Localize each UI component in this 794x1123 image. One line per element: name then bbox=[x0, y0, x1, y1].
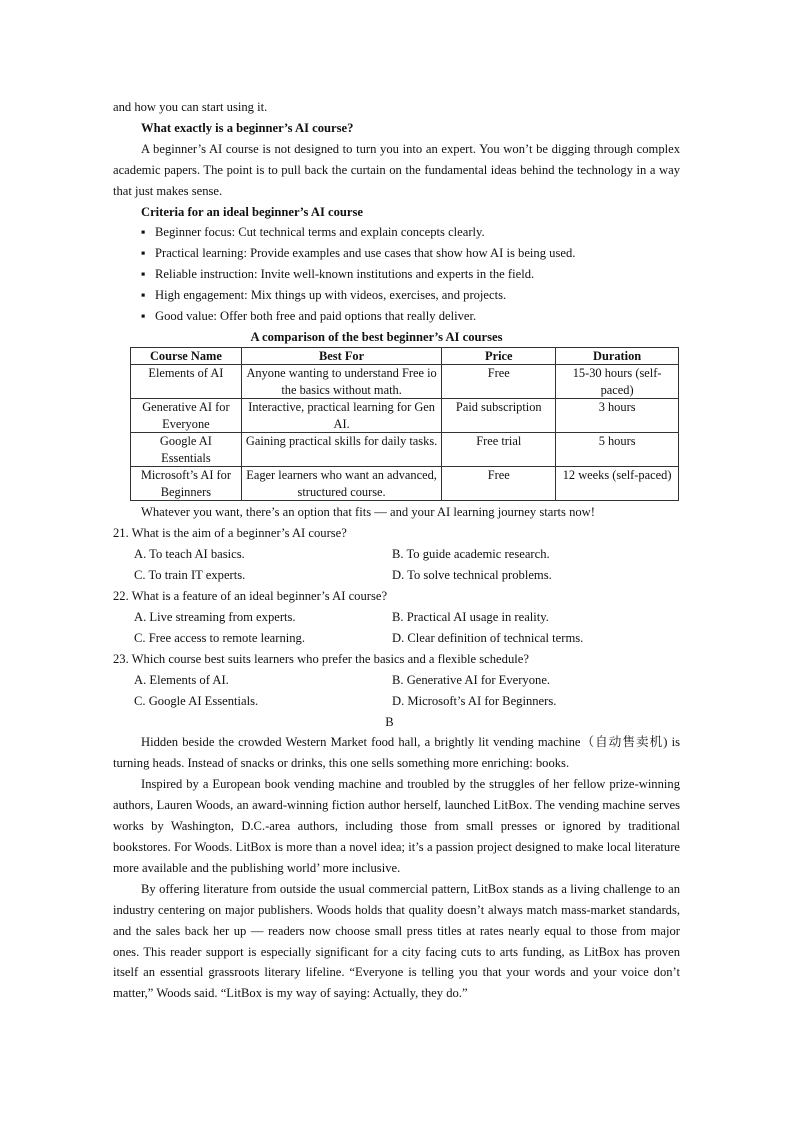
table-cell: Elements of AI bbox=[131, 365, 242, 399]
closing-line: Whatever you want, there’s an option that fits — and your AI learning journey starts now! bbox=[141, 505, 595, 520]
bullet-icon: ▪ bbox=[141, 267, 146, 282]
heading-what-is: What exactly is a beginner’s AI course? bbox=[141, 120, 354, 135]
bullet-icon: ▪ bbox=[141, 246, 146, 261]
option-a[interactable]: A. To teach AI basics. bbox=[134, 547, 245, 562]
column-header: Best For bbox=[241, 347, 442, 365]
option-a[interactable]: A. Elements of AI. bbox=[134, 672, 229, 687]
document-page bbox=[113, 97, 680, 1004]
table-cell: Microsoft’s AI for Beginners bbox=[131, 467, 242, 501]
table-cell: Interactive, practical learning for Gen AI. bbox=[241, 399, 442, 433]
table-cell: Free trial bbox=[442, 433, 556, 467]
option-d[interactable]: D. To solve technical problems. bbox=[392, 568, 552, 583]
list-item-text: High engagement: Mix things up with videos, exercises, and projects. bbox=[155, 288, 507, 303]
table-cell: 3 hours bbox=[556, 399, 679, 433]
table-cell: Eager learners who want an advanced, structured course. bbox=[241, 467, 442, 501]
table-cell: Generative AI for Everyone bbox=[131, 399, 242, 433]
table-cell: 15-30 hours (self-paced) bbox=[556, 365, 679, 399]
option-c[interactable]: C. Google AI Essentials. bbox=[134, 693, 259, 708]
table-row bbox=[131, 399, 679, 433]
table-cell: Free bbox=[442, 467, 556, 501]
question-stem: 21. What is the aim of a beginner’s AI course? bbox=[113, 526, 347, 541]
option-b[interactable]: B. Generative AI for Everyone. bbox=[392, 672, 551, 687]
option-d[interactable]: D. Clear definition of technical terms. bbox=[392, 630, 584, 645]
column-header: Course Name bbox=[131, 347, 242, 365]
table-cell: Google AI Essentials bbox=[131, 433, 242, 467]
question-22 bbox=[113, 586, 680, 649]
table-header-row bbox=[131, 347, 679, 365]
list-item bbox=[113, 306, 680, 327]
list-item-text: Reliable instruction: Invite well-known institutions and experts in the field. bbox=[155, 267, 535, 282]
list-item-text: Good value: Offer both free and paid options that really deliver. bbox=[155, 309, 477, 324]
list-item bbox=[113, 264, 680, 285]
table-cell: Paid subscription bbox=[442, 399, 556, 433]
column-header: Duration bbox=[556, 347, 679, 365]
bullet-icon: ▪ bbox=[141, 288, 146, 303]
option-d[interactable]: D. Microsoft’s AI for Beginners. bbox=[392, 693, 557, 708]
question-21 bbox=[113, 523, 680, 586]
list-item-text: Practical learning: Provide examples and use cases that show how AI is being used. bbox=[155, 246, 576, 261]
bullet-icon: ▪ bbox=[141, 309, 146, 324]
criteria-list bbox=[113, 222, 680, 327]
heading-criteria: Criteria for an ideal beginner’s AI course bbox=[141, 204, 363, 219]
option-a[interactable]: A. Live streaming from experts. bbox=[134, 610, 296, 624]
list-item bbox=[113, 243, 680, 264]
paragraph: Inspired by a European book vending machine and troubled by the struggles of her fellow prize-winning authors, Lauren Woods, an award-winning fiction author herself, launched LitBox. The vending machine serves works by Washington, D.C.-area authors, including those from small presses or ignored by traditional bookstores. For Woods. LitBox is more than a novel idea; it’s a passion project designed to make local literature more available and the publishing world’ more inclusive. bbox=[113, 777, 680, 875]
table-cell: Gaining practical skills for daily tasks. bbox=[241, 433, 442, 467]
section-label: B bbox=[385, 714, 394, 729]
column-header: Price bbox=[442, 347, 556, 365]
paragraph: By offering literature from outside the usual commercial pattern, LitBox stands as a living challenge to an industry centering on major publishers. Woods holds that quality doesn’t always match mass-market standards, and the sales back her up — readers now choose small press titles at rates nearly equal to those from major ones. This reader support is especially significant for a city facing cuts to arts funding, as LitBox has proven itself an essential grassroots literary lifeline. “Everyone is telling you that your words and your voice don’t matter,” Woods said. “LitBox is my way of saying: Actually, they do.” bbox=[113, 881, 680, 1001]
question-stem: 22. What is a feature of an ideal beginner’s AI course? bbox=[113, 589, 388, 604]
table-row bbox=[131, 467, 679, 501]
paragraph: A beginner’s AI course is not designed to turn you into an expert. You won’t be digging through complex academic papers. The point is to pull back the curtain on the fundamental ideas behind the technology in a way that just makes sense. bbox=[113, 141, 680, 198]
table-title: A comparison of the best beginner’s AI courses bbox=[250, 329, 503, 344]
comparison-table bbox=[130, 347, 679, 502]
table-row bbox=[131, 433, 679, 467]
table-row bbox=[131, 365, 679, 399]
question-23 bbox=[113, 649, 680, 712]
option-c[interactable]: C. Free access to remote learning. bbox=[134, 630, 305, 645]
intro-tail: and how you can start using it. bbox=[113, 100, 268, 114]
paragraph: Hidden beside the crowded Western Market food hall, a brightly lit vending machine（自动售卖机) is turning heads. Instead of snacks or drinks, this one sells something more enriching: books. bbox=[113, 735, 680, 771]
option-c[interactable]: C. To train IT experts. bbox=[134, 568, 246, 583]
table-cell: 5 hours bbox=[556, 433, 679, 467]
option-b[interactable]: B. To guide academic research. bbox=[392, 547, 550, 562]
list-item-text: Beginner focus: Cut technical terms and explain concepts clearly. bbox=[155, 225, 485, 240]
question-stem: 23. Which course best suits learners who prefer the basics and a flexible schedule? bbox=[113, 651, 529, 666]
bullet-icon: ▪ bbox=[141, 225, 146, 240]
option-b[interactable]: B. Practical AI usage in reality. bbox=[392, 610, 549, 624]
list-item bbox=[113, 222, 680, 243]
table-cell: Anyone wanting to understand Free io the basics without math. bbox=[241, 365, 442, 399]
table-cell: 12 weeks (self-paced) bbox=[556, 467, 679, 501]
list-item bbox=[113, 285, 680, 306]
table-cell: Free bbox=[442, 365, 556, 399]
